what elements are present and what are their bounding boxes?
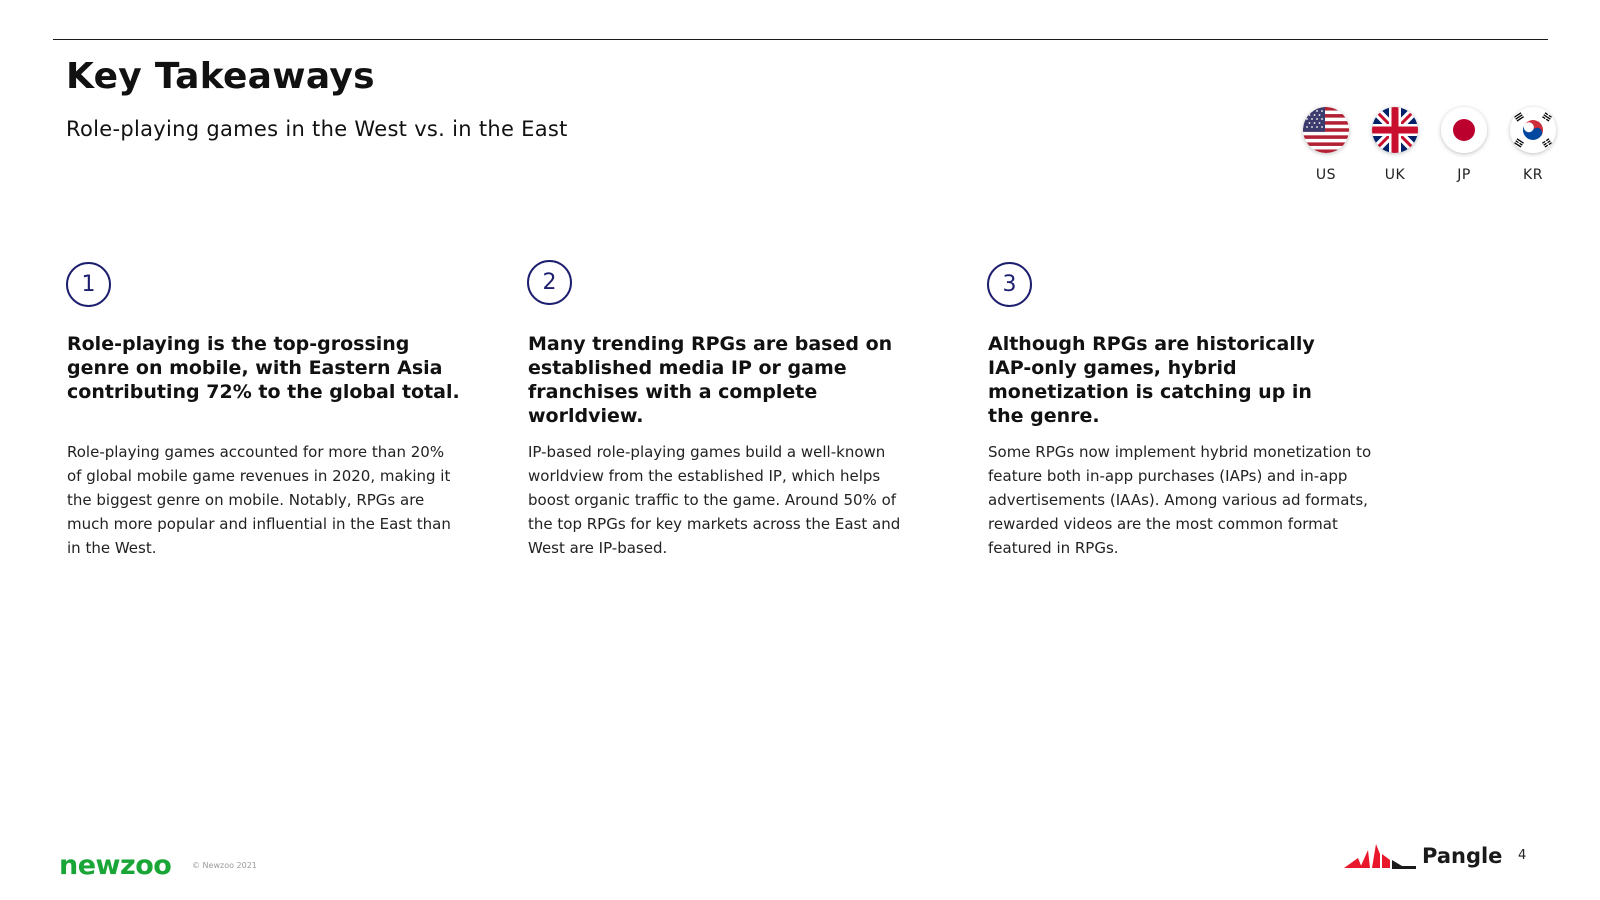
number-badge: 3 bbox=[987, 262, 1032, 307]
number-badge: 2 bbox=[527, 260, 572, 305]
takeaway-heading: Many trending RPGs are based on established media IP or game franchises with a complete worldview. bbox=[528, 333, 893, 427]
takeaway-body: Some RPGs now implement hybrid monetization to feature both in-app purchases (IAPs) and in-app advertisements (IAAs). Among various ad formats, rewarded videos are the most common format featured in RPGs. bbox=[988, 443, 1372, 557]
page-subtitle: Role-playing games in the West vs. in the East bbox=[66, 117, 568, 141]
pangle-logo bbox=[1344, 842, 1504, 876]
takeaway-heading: Although RPGs are historically IAP-only games, hybrid monetization is catching up in the genre. bbox=[988, 333, 1315, 427]
takeaway-3 bbox=[987, 262, 1387, 592]
jp-flag-icon bbox=[1441, 107, 1487, 153]
country-flags bbox=[1292, 107, 1562, 197]
top-divider bbox=[53, 39, 1548, 40]
flag-us bbox=[1292, 107, 1360, 187]
flag-label-kr: KR bbox=[1523, 167, 1543, 183]
flag-jp bbox=[1430, 107, 1498, 187]
flag-label-us: US bbox=[1315, 167, 1337, 183]
copyright-text: © Newzoo 2021 bbox=[192, 861, 257, 870]
flag-label-jp: JP bbox=[1457, 167, 1471, 183]
takeaway-1 bbox=[66, 262, 466, 592]
takeaway-body: Role-playing games accounted for more than 20% of global mobile game revenues in 2020, making it the biggest genre on mobile. Notably, RPGs are much more popular and influential in the East than in the West. bbox=[67, 443, 451, 557]
pangle-mark-icon bbox=[1344, 844, 1418, 874]
flag-uk bbox=[1361, 107, 1429, 187]
kr-flag-icon bbox=[1510, 107, 1556, 153]
page-title: Key Takeaways bbox=[66, 56, 375, 97]
flag-kr bbox=[1499, 107, 1567, 187]
takeaway-body: IP-based role-playing games build a well-known worldview from the established IP, which helps boost organic traffic to the game. Around 50% of the top RPGs for key markets across the East and West are IP-based. bbox=[528, 443, 901, 557]
takeaway-heading: Role-playing is the top-grossing genre on mobile, with Eastern Asia contributing 72% to the global total. bbox=[67, 333, 460, 403]
flag-label-uk: UK bbox=[1384, 167, 1406, 183]
page-number: 4 bbox=[1518, 848, 1527, 863]
number-badge: 1 bbox=[66, 262, 111, 307]
uk-flag-icon bbox=[1372, 107, 1418, 153]
pangle-wordmark: Pangle bbox=[1422, 844, 1503, 868]
us-flag-icon bbox=[1303, 107, 1349, 153]
newzoo-logo: newzoo bbox=[59, 850, 172, 881]
takeaway-2 bbox=[527, 260, 927, 590]
